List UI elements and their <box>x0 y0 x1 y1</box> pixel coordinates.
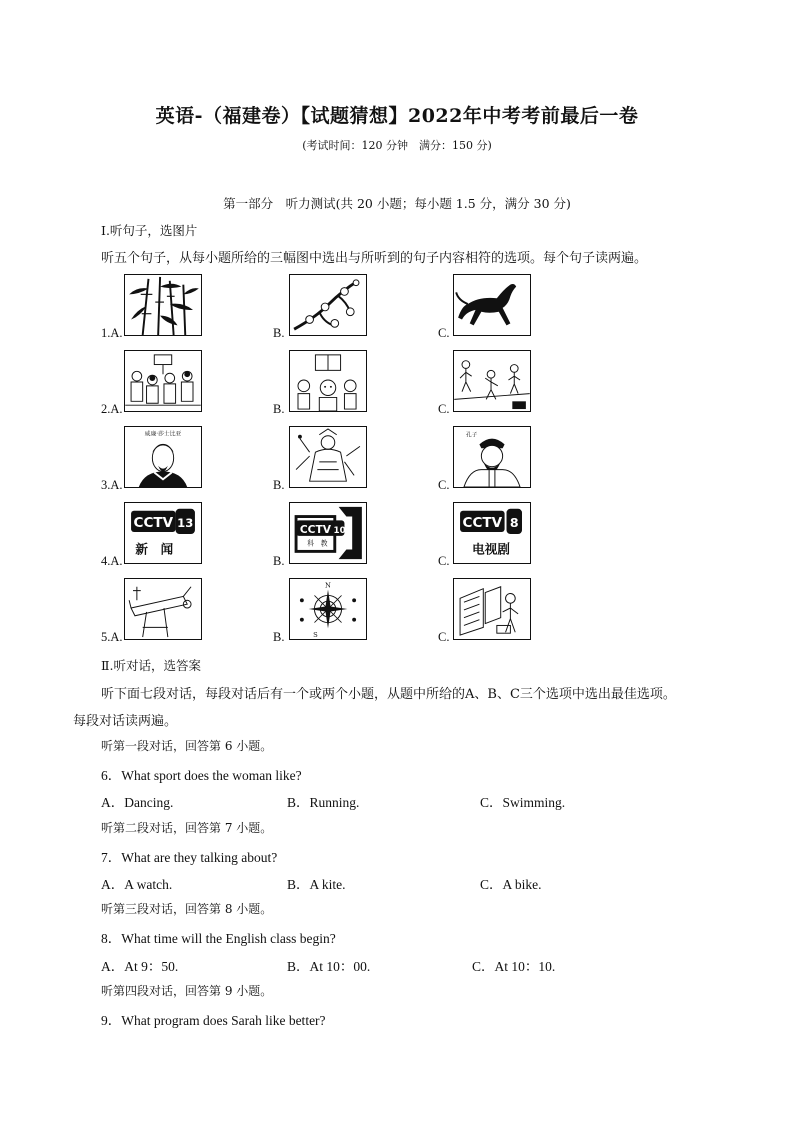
people-playing-icon <box>453 350 531 412</box>
row2-label-c: C. <box>438 402 450 416</box>
cctv8-logo <box>453 502 531 564</box>
printing-workshop-icon <box>453 578 531 640</box>
cctv10-logo <box>289 502 367 564</box>
plum-blossom-icon <box>289 274 367 336</box>
row4-label-c: C. <box>438 554 450 568</box>
cctv8-caption: 电视剧 <box>472 541 510 557</box>
question8-hint: 听第三段对话，回答第 8 小题。 <box>101 902 273 916</box>
question7-option-b[interactable]: B．A kite. <box>287 877 346 892</box>
row3-label-b: B. <box>273 478 285 492</box>
question6-hint: 听第一段对话，回答第 6 小题。 <box>101 739 273 753</box>
question7-option-a[interactable]: A．A watch. <box>101 877 173 892</box>
question7-option-c[interactable]: C．A bike. <box>480 877 542 892</box>
row5-label-c: C. <box>438 630 450 644</box>
cctv8-brand: CCTV <box>462 515 503 532</box>
cctv13-number: 13 <box>177 516 194 531</box>
portrait-caption-a: 威廉·莎士比亚 <box>144 431 182 438</box>
cctv13-logo <box>124 502 202 564</box>
row2-label-b: B. <box>273 402 285 416</box>
children-classroom-icon <box>289 350 367 412</box>
row1-label-b: B. <box>273 326 285 340</box>
page-title: 英语-（福建卷）【试题猜想】2022年中考考前最后一卷 <box>155 105 639 127</box>
question8-text: 8．What time will the English class begin? <box>101 931 336 946</box>
section1-instructions: 听五个句子，从每小题所给的三幅图中选出与所听到的句子内容相符的选项。每个句子读两遍。 <box>101 251 648 266</box>
section1-title: Ⅰ.听句子，选图片 <box>101 223 198 238</box>
row1-label-c: C. <box>438 326 450 340</box>
question6-text: 6．What sport does the woman like? <box>101 768 302 783</box>
row5-label-a: 5.A. <box>101 630 123 644</box>
question6-option-b[interactable]: B．Running. <box>287 795 360 810</box>
cctv13-brand: CCTV <box>133 515 174 532</box>
row3-label-a: 3.A. <box>101 478 123 492</box>
cctv13-caption: 新 闻 <box>135 541 174 557</box>
row5-label-b: B. <box>273 630 285 644</box>
cctv8-number: 8 <box>509 515 519 531</box>
cctv10-brand: CCTV <box>299 523 331 536</box>
row4-label-a: 4.A. <box>101 554 123 568</box>
question6-option-c[interactable]: C．Swimming. <box>480 795 566 810</box>
horse-icon <box>453 274 531 336</box>
family-gathering-icon <box>124 350 202 412</box>
compass-south: S <box>313 631 318 639</box>
row1-label-a: 1.A. <box>101 326 123 340</box>
question9-text: 9．What program does Sarah like better? <box>101 1013 326 1028</box>
opera-warrior-icon <box>289 426 367 488</box>
row3-label-c: C. <box>438 478 450 492</box>
section2-instructions-line2: 每段对话读两遍。 <box>73 714 178 729</box>
question7-hint: 听第二段对话，回答第 7 小题。 <box>101 821 273 835</box>
compass-north: N <box>325 581 331 590</box>
question9-hint: 听第四段对话，回答第 9 小题。 <box>101 984 273 998</box>
section2-instructions-line1: 听下面七段对话，每段对话后有一个或两个小题，从题中所给的A、B、C三个选项中选出最佳选项。 <box>101 687 676 702</box>
cctv10-caption: 科 教 <box>307 539 328 548</box>
part-heading: 第一部分 听力测试(共 20 小题；每小题 1.5 分，满分 30 分) <box>223 196 571 211</box>
ancient-machine-icon <box>124 578 202 640</box>
exam-info: (考试时间：120 分钟 满分：150 分) <box>302 139 492 152</box>
confucius-portrait-icon <box>453 426 531 488</box>
compass-rose-icon <box>289 578 367 640</box>
shakespeare-portrait-icon <box>124 426 202 488</box>
question7-text: 7．What are they talking about? <box>101 850 278 865</box>
bamboo-icon <box>124 274 202 336</box>
question8-option-c[interactable]: C．At 10：10. <box>472 959 556 974</box>
row2-label-a: 2.A. <box>101 402 123 416</box>
question8-option-b[interactable]: B．At 10：00. <box>287 959 371 974</box>
portrait-caption-c: 孔子 <box>465 432 478 439</box>
row4-label-b: B. <box>273 554 285 568</box>
question6-option-a[interactable]: A．Dancing. <box>101 795 174 810</box>
question8-option-a[interactable]: A．At 9：50. <box>101 959 179 974</box>
cctv10-number: 10 <box>333 526 346 536</box>
section2-title: Ⅱ.听对话，选答案 <box>101 658 201 673</box>
